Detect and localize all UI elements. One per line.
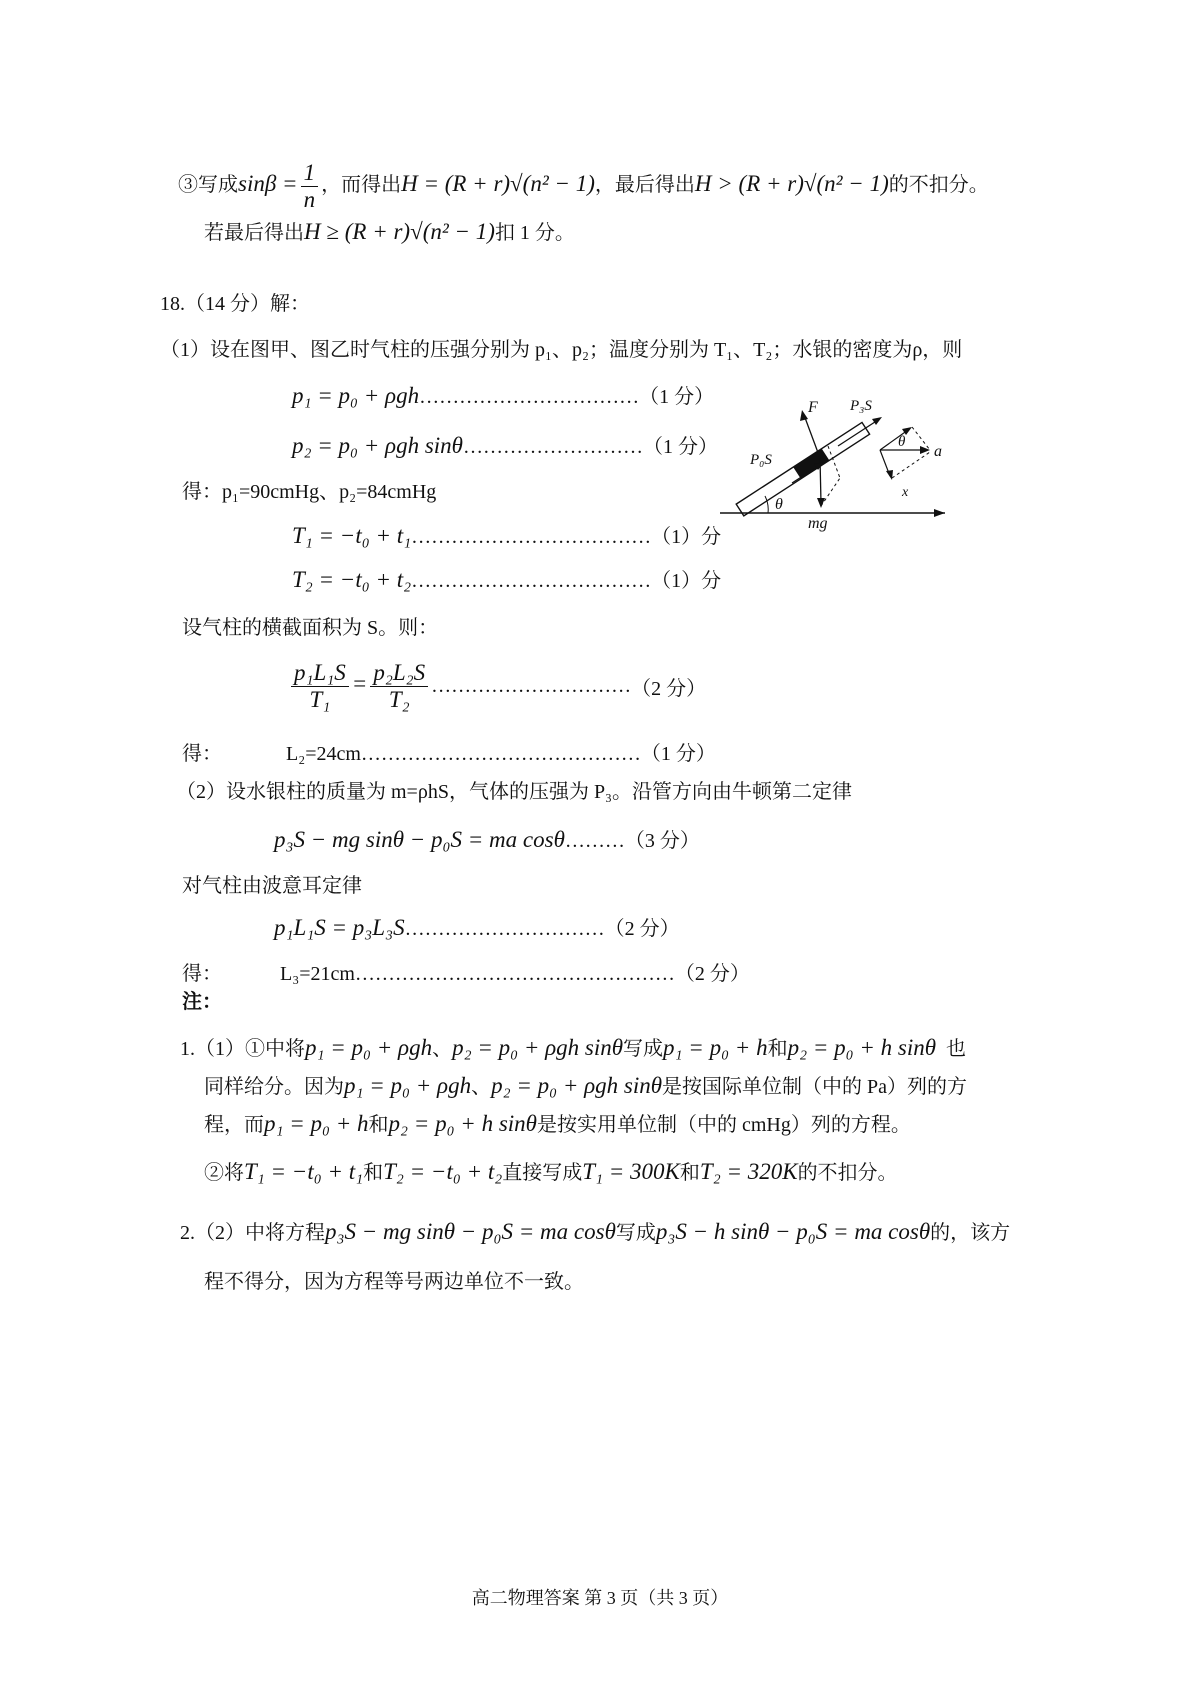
label-P3S: P₃S — [850, 398, 872, 414]
notes-heading: 注： — [182, 991, 222, 1013]
formula: p₂ = p₀ + h sinθ — [787, 1035, 937, 1060]
note3-text: ，而得出 — [321, 174, 402, 197]
leader-dots: ……………………… — [462, 436, 643, 458]
note-text: 和 — [368, 1114, 389, 1136]
score: （1 分） — [640, 743, 716, 765]
score: （3 分） — [624, 830, 700, 852]
formula: p₁ = p₀ + ρgh — [305, 1035, 433, 1060]
equals-sign: = — [351, 671, 368, 697]
leader-dots: ………………………………………… — [354, 963, 675, 985]
score: （1 分） — [639, 386, 715, 408]
note-text: 写成 — [623, 1038, 664, 1060]
formula: p₂ = p₀ + ρgh sinθ — [452, 1035, 624, 1060]
force-F-arrowhead — [800, 410, 808, 421]
formula: p₃S − mg sinθ − p₀S = ma cosθ — [325, 1219, 616, 1244]
equation-boyle: p₁L₁S = p₃L₃S — [274, 915, 405, 940]
eq6-row — [274, 826, 700, 855]
score: （1）分 — [651, 526, 722, 548]
note2-line1 — [180, 1218, 1010, 1247]
tilted-tube — [736, 422, 869, 515]
q18-header: 18.（14 分）解： — [160, 293, 310, 315]
force-P3S-arrowhead — [872, 417, 882, 425]
theta2-label: θ — [898, 434, 906, 450]
score: （2 分） — [604, 918, 680, 940]
note-text: 2.（2）中将方程 — [180, 1222, 325, 1244]
formula-H-gt: H > (R + r)√(n² − 1) — [694, 171, 889, 197]
result2-row — [286, 740, 716, 768]
eq5-row — [288, 660, 706, 713]
note3-text: ，最后得出 — [594, 174, 695, 197]
formula: p₁ = p₀ + h — [663, 1035, 768, 1060]
note-text: 的不扣分。 — [797, 1162, 898, 1184]
result2-label: 得： — [182, 743, 222, 765]
note-text: 写成 — [615, 1222, 656, 1244]
leader-dots: ………………………… — [431, 675, 632, 697]
note-text: 同样给分。因为 — [204, 1076, 344, 1098]
dashed-component — [821, 478, 840, 506]
fraction-denominator: n — [303, 187, 316, 212]
q18-part1-intro: （1）设在图甲、图乙时气柱的压强分别为 p₁、p₂；温度分别为 T₁、T₂；水银的密度为ρ，则 — [160, 339, 963, 361]
leader-dots: ……………………………… — [411, 570, 652, 592]
eq3-row — [292, 522, 721, 551]
formula: p₁ = p₀ + h — [264, 1111, 369, 1136]
formula: T₁ = −t₀ + t₁ — [244, 1159, 364, 1184]
note-text: 程，而 — [204, 1114, 264, 1136]
score: （1）分 — [651, 570, 722, 592]
fraction-left — [291, 660, 349, 713]
note1-line1 — [180, 1034, 966, 1063]
dashed-component — [828, 446, 840, 478]
score: （2 分） — [631, 678, 707, 700]
fraction-denominator: T₂ — [388, 687, 410, 712]
note-text: 直接写成 — [502, 1162, 583, 1184]
equation-T1: T₁ = −t₀ + t₁ — [292, 523, 412, 548]
note3-text: 扣 1 分。 — [494, 222, 575, 244]
note-text: 1.（1）①中将 — [180, 1038, 305, 1060]
score: （2 分） — [674, 963, 750, 985]
formula: p₂ = p₀ + ρgh sinθ — [491, 1073, 663, 1098]
note1-line3 — [204, 1110, 911, 1139]
boyle-text: 对气柱由波意耳定律 — [182, 875, 362, 897]
leader-dots: …………………………… — [419, 386, 640, 408]
note-text: 、 — [432, 1038, 453, 1060]
formula-sin-beta: sinβ = — [238, 171, 298, 197]
label-P0S: P₀S — [750, 452, 772, 468]
note3-line1 — [178, 160, 989, 213]
note-text: 和 — [363, 1162, 384, 1184]
page-footer: 高二物理答案 第 3 页（共 3 页） — [471, 1588, 729, 1608]
formula-H-eq: H = (R + r)√(n² − 1) — [401, 171, 595, 197]
note-text: 的，该方 — [930, 1222, 1011, 1244]
equation-T2: T₂ = −t₀ + t₂ — [292, 567, 412, 592]
note-text: 是按实用单位制（中的 cmHg）列的方程。 — [536, 1114, 911, 1136]
formula-H-ge: H ≥ (R + r)√(n² − 1) — [304, 219, 495, 244]
result-L3: L₃=21cm — [280, 963, 355, 985]
result-L2: L₂=24cm — [286, 743, 361, 765]
fraction-numerator: 1 — [301, 160, 319, 187]
label-F: F — [808, 399, 818, 416]
result3-label: 得： — [182, 963, 222, 985]
formula: p₃S − h sinθ − p₀S = ma cosθ — [655, 1219, 931, 1244]
formula: p₂ = p₀ + h sinθ — [388, 1111, 537, 1136]
formula: T₁ = 300K — [582, 1159, 680, 1184]
angle-arc — [765, 496, 768, 513]
label-mg: mg — [808, 515, 828, 532]
note3-text: ③写成 — [178, 174, 238, 197]
force-F-arrow — [804, 415, 820, 458]
note3-text: 的不扣分。 — [888, 174, 989, 197]
note2-line2: 程不得分，因为方程等号两边单位不一致。 — [204, 1271, 584, 1293]
eq2-row — [292, 432, 718, 461]
score: （1 分） — [642, 436, 718, 458]
result-p1-p2: 得：p₁=90cmHg、p₂=84cmHg — [182, 481, 437, 503]
note3-text: 若最后得出 — [204, 222, 304, 244]
q18-part2-intro: （2）设水银柱的质量为 m=ρhS，气体的压强为 P₃。沿管方向由牛顿第二定律 — [176, 781, 853, 803]
fraction-numerator: p₁L₁S — [291, 660, 349, 687]
leader-dots: ………………………… — [404, 918, 605, 940]
accel-perpendicular-arrowhead — [886, 470, 893, 480]
note-text: ②将 — [204, 1162, 244, 1184]
eq1-row — [292, 382, 714, 411]
eq4-row — [292, 566, 721, 595]
force-diagram — [720, 388, 960, 538]
fraction-denominator: T₁ — [309, 687, 331, 712]
leader-dots: ……………………………… — [411, 526, 652, 548]
formula: T₂ = 320K — [699, 1159, 798, 1184]
formula: p₁ = p₀ + ρgh — [344, 1073, 472, 1098]
result3-row — [280, 960, 750, 988]
note-text: 和 — [767, 1038, 788, 1060]
fraction-1-over-n — [301, 160, 319, 213]
mercury-column — [793, 449, 829, 479]
note-text: 和 — [679, 1162, 700, 1184]
equation-p2: p₂ = p₀ + ρgh sinθ — [292, 433, 463, 458]
dashed-parallelogram — [892, 452, 930, 478]
ground-arrowhead — [934, 509, 945, 517]
note-text: 、 — [471, 1076, 492, 1098]
label-a: a — [934, 443, 942, 460]
theta-label: θ — [775, 496, 783, 513]
leader-dots: …………………………………… — [360, 743, 641, 765]
formula: T₂ = −t₀ + t₂ — [383, 1159, 503, 1184]
note3-line2 — [204, 218, 575, 247]
note1-line2 — [204, 1072, 967, 1101]
leader-dots: ……… — [564, 830, 625, 852]
equation-newton: p₃S − mg sinθ − p₀S = ma cosθ — [274, 827, 565, 852]
equation-p1: p₁ = p₀ + ρgh — [292, 383, 420, 408]
eq7-row — [274, 914, 680, 943]
label-x: x — [902, 485, 909, 500]
note-text: 是按国际单位制（中的 Pa）列的方 — [662, 1076, 968, 1098]
fraction-right — [370, 660, 428, 713]
fraction-numerator: p₂L₂S — [370, 660, 428, 687]
note-text: 也 — [946, 1038, 967, 1060]
note1-line4 — [204, 1158, 898, 1187]
force-mg-arrowhead — [817, 498, 825, 508]
area-text: 设气柱的横截面积为 S。则： — [182, 617, 439, 639]
